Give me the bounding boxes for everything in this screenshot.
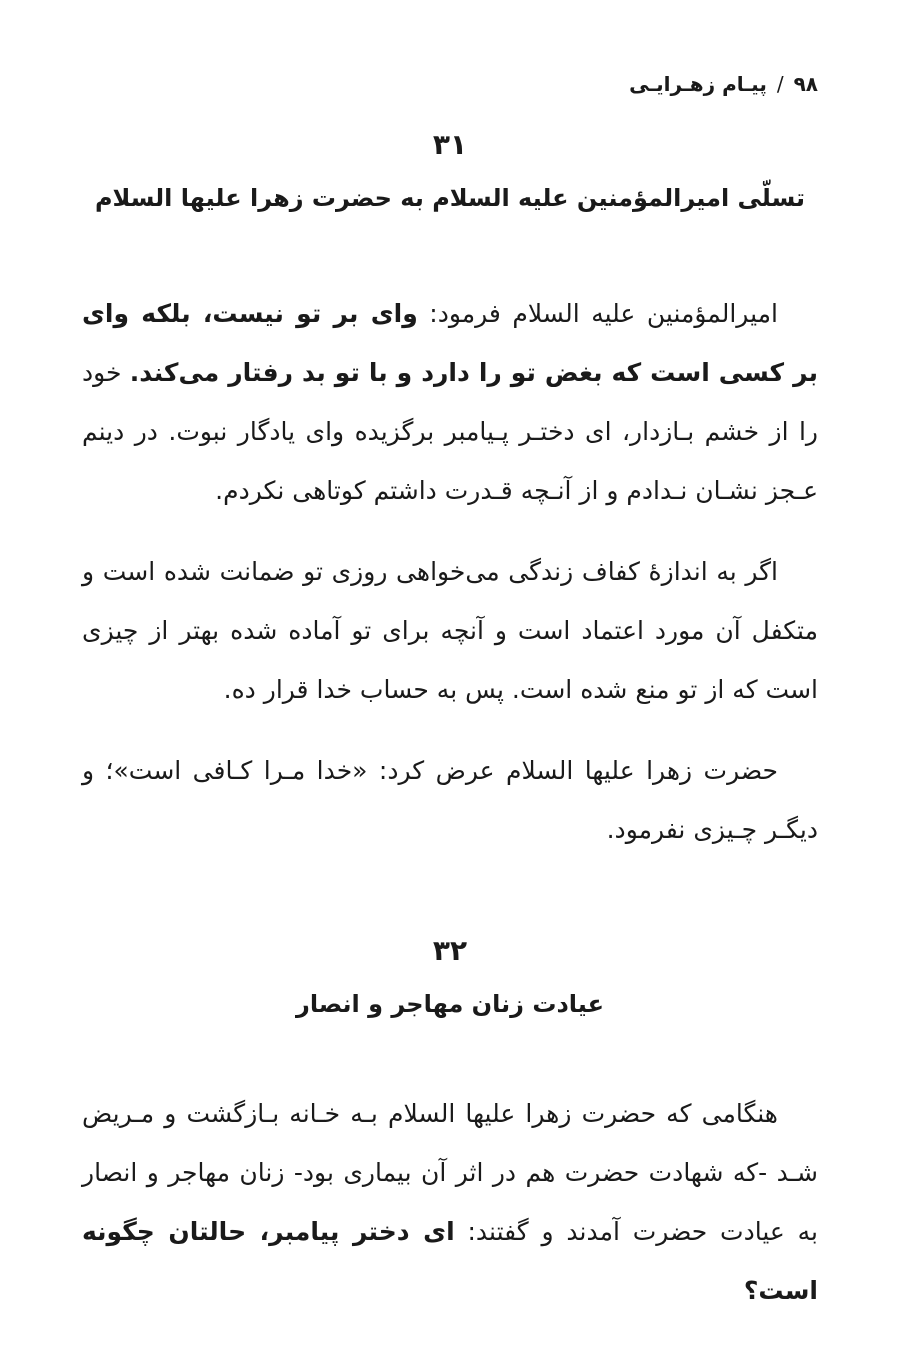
quote-bold: وای بر تو نیست، بلکه وای بر کسی است که بغض تو را دارد و با تو بد رفتار می‌کند. (82, 299, 819, 387)
chapter-number-32: ۳۲ (432, 934, 468, 967)
section-31-body (82, 284, 818, 859)
quote-bold: ای دختر پیامبر، حالتان چگونه است؟ (82, 1217, 818, 1305)
paragraph: حضرت زهرا علیها السلام عرض کرد: «خدا مـرا کـافی است»؛ و دیگـر چـیزی نفرمود. (82, 756, 818, 844)
chapter-title-32: عیادت زنان مهاجر و انصار (296, 990, 604, 1018)
header-separator: / (776, 72, 784, 96)
chapter-number-31: ۳۱ (432, 128, 468, 161)
page-number: ۹۸ (793, 72, 818, 96)
paragraph-text: خود را از خشم بـازدار، ای دختـر پـیامبر برگزیده وای یادگار نبوت. در دینم عـجز نشـان نـدادم و از آنـچه قـدرت داشتم کوتاهی نکردم. (82, 358, 818, 505)
running-header (629, 72, 818, 96)
paragraph (82, 284, 818, 520)
chapter-title-31: تسلّی امیرالمؤمنین علیه السلام به حضرت زهرا علیها السلام (94, 184, 806, 212)
section-32-body (82, 1084, 818, 1320)
book-title: پیـام زهـرایـی (629, 72, 767, 96)
paragraph-text: امیرالمؤمنین علیه السلام فرمود: (417, 299, 778, 328)
paragraph-text: هنگامی که حضرت زهرا علیها السلام بـه خـانه بـازگشت و مـریض شـد -که شهادت حضرت هم در اثر آن بیماری بود- زنان مهاجر و انصار به عیادت حضرت آمدند و گفتند: (82, 1099, 818, 1246)
paragraph: اگر به اندازهٔ کفاف زندگی می‌خواهی روزی تو ضمانت شده است و متکفل آن مورد اعتماد است و آنچه برای تو آماده شده بهتر از چیزی است که از تو منع شده است. پس به حساب خدا قرار ده. (82, 557, 818, 704)
paragraph (82, 1084, 818, 1320)
